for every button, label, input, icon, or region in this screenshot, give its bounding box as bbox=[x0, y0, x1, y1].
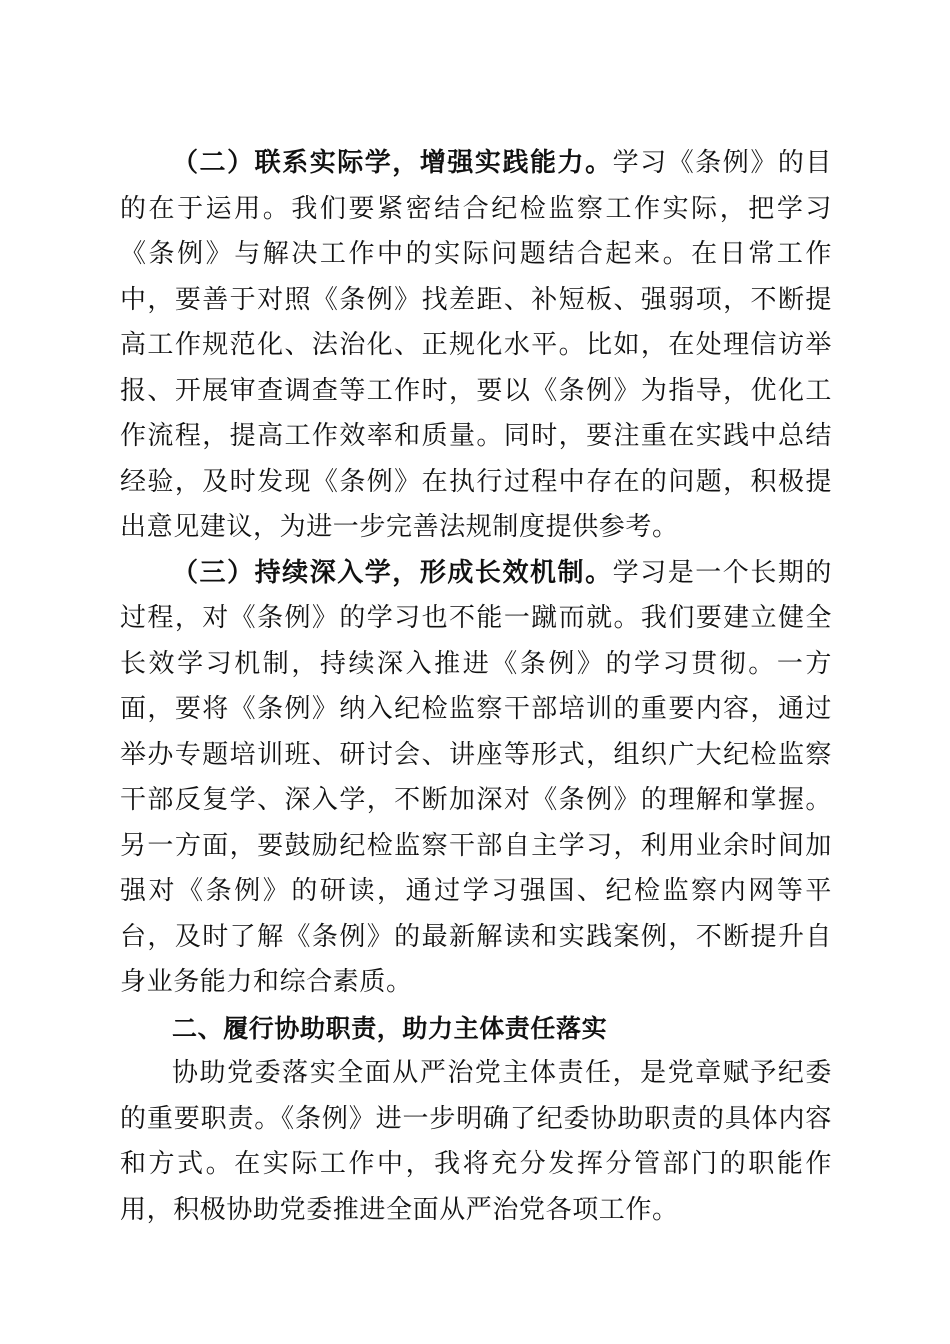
paragraph-duty: 协助党委落实全面从严治党主体责任，是党章赋予纪委的重要职责。《条例》进一步明确了纪委协助职责的具体内容和方式。在实际工作中，我将充分发挥分管部门的职能作用，积极协助党委推进全面从严治党各项工作。 bbox=[120, 1058, 832, 1225]
paragraph-mechanism bbox=[120, 551, 832, 1006]
paragraph-practice bbox=[120, 141, 832, 551]
document-page bbox=[120, 141, 832, 1233]
paragraph-lead: （三）持续深入学，形成长效机制。 bbox=[172, 557, 613, 588]
section-heading: 二、履行协助职责，助力主体责任落实 bbox=[172, 1013, 608, 1043]
paragraph-lead: （二）联系实际学，增强实践能力。 bbox=[172, 148, 613, 178]
paragraph-body: 学习《条例》的目的在于运用。我们要紧密结合纪检监察工作实际，把学习《条例》与解决工作中的实际问题结合起来。在日常工作中，要善于对照《条例》找差距、补短板、强弱项，不断提高工作规范化、法治化、正规化水平。比如，在处理信访举报、开展审查调查等工作时，要以《条例》为指导，优化工作流程，提高工作效率和质量。同时，要注重在实践中总结经验，及时发现《条例》在执行过程中存在的问题，积极提出意见建议，为进一步完善法规制度提供参考。 bbox=[120, 148, 832, 542]
paragraph-body: 学习是一个长期的过程，对《条例》的学习也不能一蹴而就。我们要建立健全长效学习机制，持续深入推进《条例》的学习贯彻。一方面，要将《条例》纳入纪检监察干部培训的重要内容，通过举办专题培训班、研讨会、讲座等形式，组织广大纪检监察干部反复学、深入学，不断加深对《条例》的理解和掌握。另一方面，要鼓励纪检监察干部自主学习，利用业余时间加强对《条例》的研读，通过学习强国、纪检监察内网等平台，及时了解《条例》的最新解读和实践案例，不断提升自身业务能力和综合素质。 bbox=[120, 557, 832, 997]
